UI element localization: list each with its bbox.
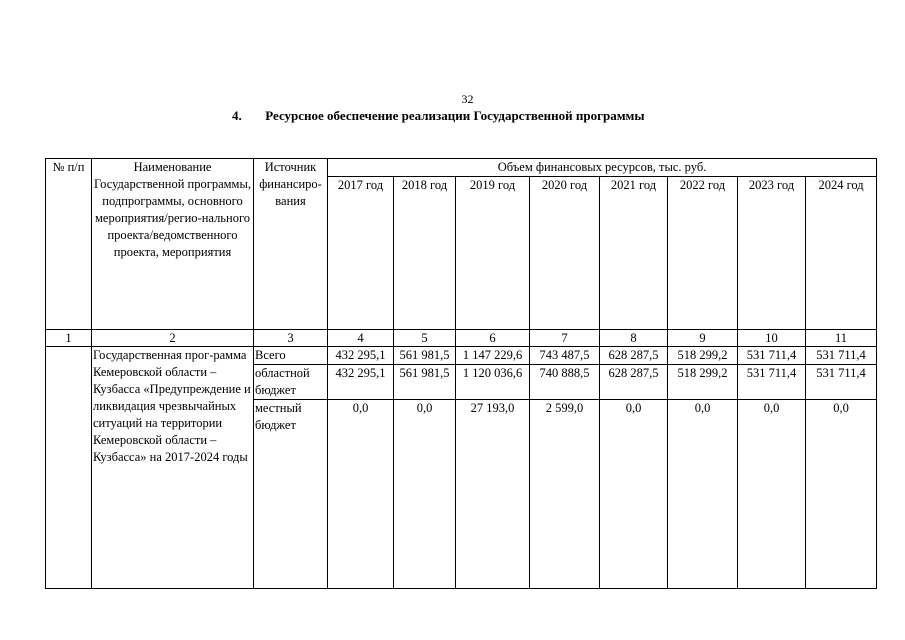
header-volume: Объем финансовых ресурсов, тыс. руб. <box>328 159 877 177</box>
section-title <box>232 108 645 124</box>
value-cell: 0,0 <box>394 400 456 589</box>
source-label: местный бюджет <box>254 400 328 589</box>
value-cell: 432 295,1 <box>328 347 394 365</box>
column-number: 11 <box>806 330 877 347</box>
header-num: № п/п <box>46 159 92 330</box>
header-year: 2023 год <box>738 177 806 330</box>
header-year: 2017 год <box>328 177 394 330</box>
value-cell: 531 711,4 <box>806 347 877 365</box>
value-cell: 531 711,4 <box>738 365 806 400</box>
column-number: 10 <box>738 330 806 347</box>
header-year: 2024 год <box>806 177 877 330</box>
column-number: 6 <box>456 330 530 347</box>
source-label: Всего <box>254 347 328 365</box>
value-cell: 518 299,2 <box>668 365 738 400</box>
program-name: Государственная прог-рамма Кемеровской области – Кузбасса «Предупреждение и ликвидация чрезвычайных ситуаций на территории Кемеровской области – Кузбасса» на 2017-2024 годы <box>92 347 254 589</box>
value-cell: 561 981,5 <box>394 365 456 400</box>
header-source: Источник финансиро-вания <box>254 159 328 330</box>
value-cell: 0,0 <box>738 400 806 589</box>
page-number: 32 <box>461 92 474 106</box>
column-number: 5 <box>394 330 456 347</box>
column-number: 8 <box>600 330 668 347</box>
header-year: 2018 год <box>394 177 456 330</box>
value-cell: 1 120 036,6 <box>456 365 530 400</box>
value-cell: 561 981,5 <box>394 347 456 365</box>
header-name: Наименование Государственной программы, подпрограммы, основного мероприятия/регио-нального проекта/ведомственного проекта, мероприятия <box>92 159 254 330</box>
column-number: 2 <box>92 330 254 347</box>
value-cell: 628 287,5 <box>600 365 668 400</box>
column-number: 3 <box>254 330 328 347</box>
header-year: 2021 год <box>600 177 668 330</box>
value-cell: 531 711,4 <box>806 365 877 400</box>
column-number: 9 <box>668 330 738 347</box>
header-row-1 <box>46 159 877 177</box>
value-cell: 0,0 <box>328 400 394 589</box>
column-number: 7 <box>530 330 600 347</box>
value-cell: 740 888,5 <box>530 365 600 400</box>
value-cell: 0,0 <box>600 400 668 589</box>
header-year: 2019 год <box>456 177 530 330</box>
value-cell: 432 295,1 <box>328 365 394 400</box>
section-title-text: Ресурсное обеспечение реализации Государственной программы <box>265 108 645 123</box>
value-cell: 743 487,5 <box>530 347 600 365</box>
data-row-total <box>46 347 877 365</box>
column-number: 1 <box>46 330 92 347</box>
value-cell: 27 193,0 <box>456 400 530 589</box>
section-number: 4. <box>232 108 242 123</box>
value-cell: 2 599,0 <box>530 400 600 589</box>
row-num <box>46 347 92 589</box>
header-year: 2022 год <box>668 177 738 330</box>
header-year: 2020 год <box>530 177 600 330</box>
resource-table <box>45 158 877 589</box>
column-number-row <box>46 330 877 347</box>
value-cell: 0,0 <box>668 400 738 589</box>
value-cell: 531 711,4 <box>738 347 806 365</box>
value-cell: 628 287,5 <box>600 347 668 365</box>
source-label: областной бюджет <box>254 365 328 400</box>
value-cell: 0,0 <box>806 400 877 589</box>
column-number: 4 <box>328 330 394 347</box>
value-cell: 518 299,2 <box>668 347 738 365</box>
value-cell: 1 147 229,6 <box>456 347 530 365</box>
